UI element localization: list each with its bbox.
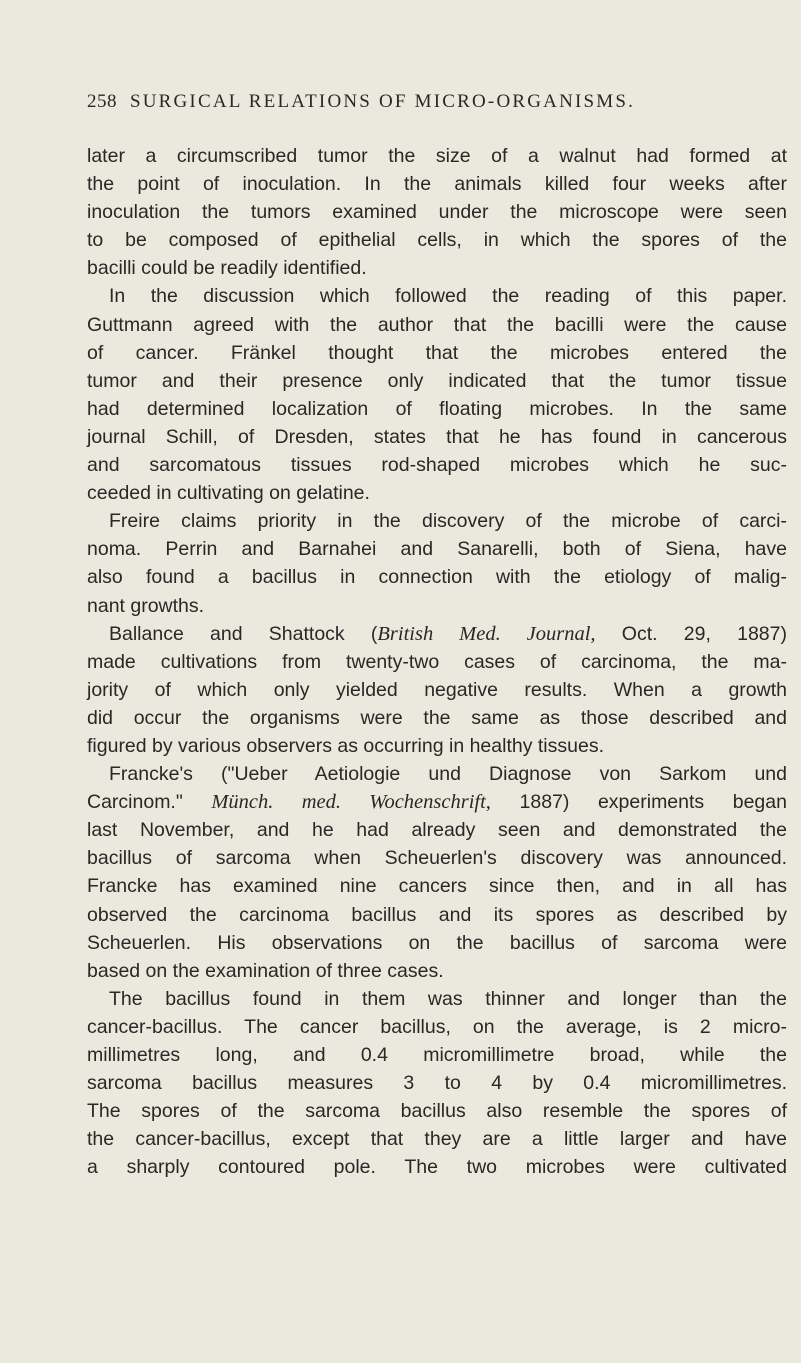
text-line: had determined localization of floating microbes. In the same [87,397,787,420]
text-line: based on the examination of three cases. [87,959,444,982]
text-line: and sarcomatous tissues rod-shaped microbes which he suc- [87,454,787,477]
body-text [87,142,787,1181]
text-line: the point of inoculation. In the animals killed four weeks after [87,173,787,196]
text-line: last November, and he had already seen and demonstrated the [87,819,787,842]
text-line: noma. Perrin and Barnahei and Sanarelli, both of Siena, have [87,538,787,561]
text-line: a sharply contoured pole. The two microbes were cultivated [87,1156,787,1179]
running-header [87,91,787,113]
text-line: of cancer. Fränkel thought that the microbes entered the [87,341,787,364]
text-line: tumor and their presence only indicated that the tumor tissue [87,369,787,392]
text-run: Carcinom." [87,791,212,814]
text-line: sarcoma bacillus measures 3 to 4 by 0.4 micromillimetres. [87,1072,787,1095]
text-line: bacilli could be readily identified. [87,257,367,280]
text-line [87,620,787,648]
text-line: The spores of the sarcoma bacillus also resemble the spores of [87,1100,787,1123]
text-line [87,788,787,816]
text-line: bacillus of sarcoma when Scheuerlen's discovery was announced. [87,847,787,870]
text-line: to be composed of epithelial cells, in which the spores of the [87,229,787,252]
text-line: made cultivations from twenty-two cases of carcinoma, the ma- [87,650,787,673]
text-line: later a circumscribed tumor the size of a walnut had formed at [87,145,787,167]
page-number: 258 [87,91,117,112]
text-run: Oct. 29, 1887) [595,622,787,645]
text-line: figured by various observers as occurring in healthy tissues. [87,734,604,757]
text-line: Freire claims priority in the discovery of the microbe of carci- [109,510,787,533]
text-line: Francke's ("Ueber Aetiologie und Diagnose von Sarkom und [109,763,787,786]
text-line: also found a bacillus in connection with the etiology of malig- [87,566,787,589]
text-line: jority of which only yielded negative results. When a growth [87,678,787,701]
running-title: SURGICAL RELATIONS OF MICRO-ORGANISMS. [129,91,636,112]
text-line: In the discussion which followed the reading of this paper. [109,285,787,308]
text-line: Francke has examined nine cancers since then, and in all has [87,875,787,898]
text-line: Scheuerlen. His observations on the bacillus of sarcoma were [87,931,787,954]
text-line: the cancer-bacillus, except that they are a little larger and have [87,1128,787,1151]
text-line: ceeded in cultivating on gelatine. [87,482,370,505]
text-line: observed the carcinoma bacillus and its spores as described by [87,903,787,926]
text-line: nant growths. [87,594,205,617]
text-line: did occur the organisms were the same as those described and [87,706,787,729]
text-line: millimetres long, and 0.4 micromillimetre broad, while the [87,1044,787,1066]
text-line: The bacillus found in them was thinner and longer than the [109,987,787,1010]
text-line: inoculation the tumors examined under the microscope were seen [87,201,787,224]
citation-italic: British Med. Journal, [377,622,596,645]
text-line: Guttmann agreed with the author that the bacilli were the cause [87,313,787,336]
text-run: Ballance and Shattock ( [109,622,378,645]
citation-italic: Münch. med. Wochenschrift, [211,791,491,814]
text-line: journal Schill, of Dresden, states that he has found in cancerous [87,425,787,448]
text-run: 1887) experiments began [490,791,787,814]
text-line: cancer-bacillus. The cancer bacillus, on the average, is 2 micro- [87,1015,787,1038]
